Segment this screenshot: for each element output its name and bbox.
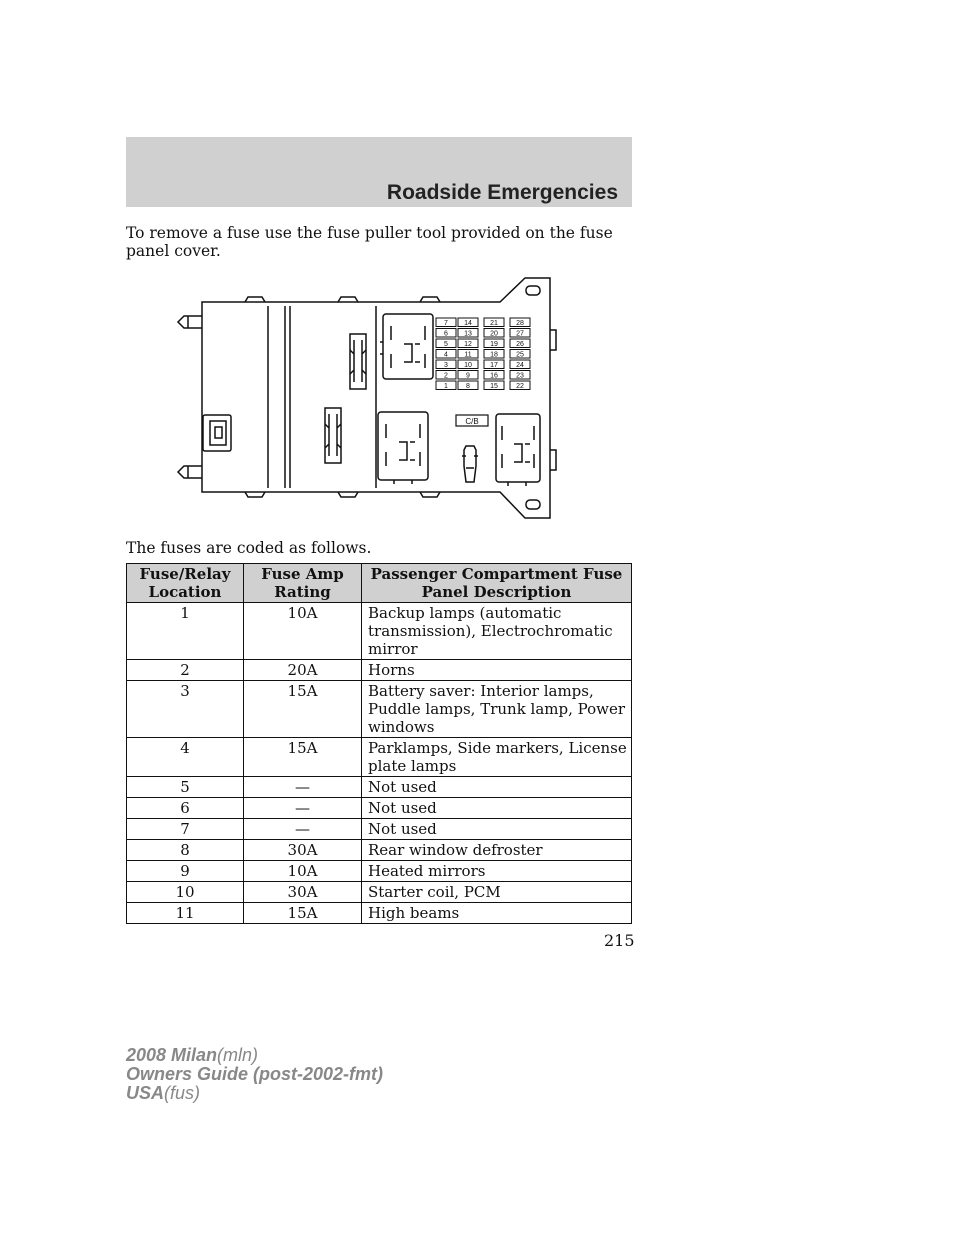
cell-location: 3 <box>127 681 244 738</box>
fuse-slot-label: 8 <box>466 383 470 390</box>
fuse-slot-label: 9 <box>466 372 470 380</box>
cell-location: 5 <box>127 777 244 798</box>
cell-location: 2 <box>127 660 244 681</box>
fuse-slot-label: 17 <box>490 362 498 369</box>
fuse-slot-label: 20 <box>490 330 498 338</box>
fuse-slot-label: 15 <box>490 383 498 390</box>
table-row <box>127 603 632 660</box>
cell-description: Starter coil, PCM <box>362 882 632 903</box>
column-header-description: Passenger Compartment Fuse Panel Description <box>362 564 632 603</box>
section-title: Roadside Emergencies <box>386 181 618 204</box>
cell-amp: 15A <box>244 738 362 777</box>
cell-location: 1 <box>127 603 244 660</box>
table-row <box>127 660 632 681</box>
table-row <box>127 903 632 924</box>
table-row <box>127 861 632 882</box>
fuse-slot-label: 19 <box>490 341 498 348</box>
footer-line-3 <box>126 1084 383 1103</box>
table-row <box>127 777 632 798</box>
fuse-slot-label: 24 <box>516 362 524 369</box>
fuse-slot-label: 3 <box>444 362 448 369</box>
footer <box>126 1046 383 1103</box>
fuse-slot-label: 4 <box>444 351 448 359</box>
fuse-slot-label: 16 <box>490 372 498 380</box>
fuse-slot-label: 23 <box>516 372 524 380</box>
fuse-slot-label: 2 <box>444 372 448 380</box>
footer-line-2 <box>126 1065 383 1084</box>
cell-amp: 10A <box>244 861 362 882</box>
fuse-slot-label: 13 <box>464 330 472 338</box>
table-row <box>127 882 632 903</box>
cell-location: 8 <box>127 840 244 861</box>
cell-location: 6 <box>127 798 244 819</box>
cell-amp: 20A <box>244 660 362 681</box>
cell-location: 11 <box>127 903 244 924</box>
footer-model: 2008 Milan <box>126 1045 218 1065</box>
fuse-slot-label: 25 <box>516 351 524 359</box>
page-number: 215 <box>604 931 635 950</box>
fuse-slot-label: 1 <box>444 383 448 390</box>
table-caption: The fuses are coded as follows. <box>126 539 372 557</box>
cb-label: C/B <box>465 417 479 426</box>
cell-description: High beams <box>362 903 632 924</box>
cell-amp: 15A <box>244 681 362 738</box>
fuse-slot-label: 6 <box>444 330 448 338</box>
section-header-band <box>126 137 632 207</box>
fuse-slot-label: 22 <box>516 383 524 390</box>
fuse-panel-diagram <box>170 270 590 528</box>
fuse-slot-label: 7 <box>444 320 448 327</box>
cell-description: Backup lamps (automatic transmission), Electrochromatic mirror <box>362 603 632 660</box>
fuse-slot-label: 26 <box>516 341 524 348</box>
cell-location: 4 <box>127 738 244 777</box>
footer-guide: Owners Guide (post-2002-fmt) <box>126 1064 384 1084</box>
cell-amp: 15A <box>244 903 362 924</box>
cell-location: 9 <box>127 861 244 882</box>
fuse-slot-label: 5 <box>444 341 448 348</box>
cell-location: 10 <box>127 882 244 903</box>
cell-description: Battery saver: Interior lamps, Puddle lamps, Trunk lamp, Power windows <box>362 681 632 738</box>
fuse-slot-label: 14 <box>464 320 472 327</box>
table-row <box>127 798 632 819</box>
table-row <box>127 738 632 777</box>
fuse-slot-label: 11 <box>464 351 472 359</box>
cell-description: Not used <box>362 777 632 798</box>
table-header-row <box>127 564 632 603</box>
footer-line-1 <box>126 1046 383 1065</box>
cell-location: 7 <box>127 819 244 840</box>
table-row <box>127 681 632 738</box>
table-row <box>127 819 632 840</box>
column-header-amp: Fuse Amp Rating <box>244 564 362 603</box>
cell-description: Not used <box>362 819 632 840</box>
cell-description: Heated mirrors <box>362 861 632 882</box>
fuse-slot-label: 12 <box>464 341 472 348</box>
cell-amp: 10A <box>244 603 362 660</box>
cell-description: Rear window defroster <box>362 840 632 861</box>
cell-description: Parklamps, Side markers, License plate lamps <box>362 738 632 777</box>
table-row <box>127 840 632 861</box>
footer-model-code: (mln) <box>217 1045 259 1065</box>
column-header-location: Fuse/Relay Location <box>127 564 244 603</box>
cell-description: Not used <box>362 798 632 819</box>
footer-market: USA <box>126 1083 165 1103</box>
cell-amp: 30A <box>244 840 362 861</box>
fuse-slot-label: 21 <box>490 320 498 327</box>
cell-amp: — <box>244 777 362 798</box>
cell-amp: — <box>244 798 362 819</box>
cell-description: Horns <box>362 660 632 681</box>
fuse-table <box>126 563 632 924</box>
intro-paragraph: To remove a fuse use the fuse puller tool provided on the fuse panel cover. <box>126 224 613 260</box>
footer-market-code: (fus) <box>164 1083 201 1103</box>
fuse-slot-label: 18 <box>490 351 498 359</box>
fuse-slot-label: 27 <box>516 330 524 338</box>
cell-amp: 30A <box>244 882 362 903</box>
fuse-slot-label: 28 <box>516 320 524 327</box>
fuse-slot-label: 10 <box>464 362 472 369</box>
cell-amp: — <box>244 819 362 840</box>
